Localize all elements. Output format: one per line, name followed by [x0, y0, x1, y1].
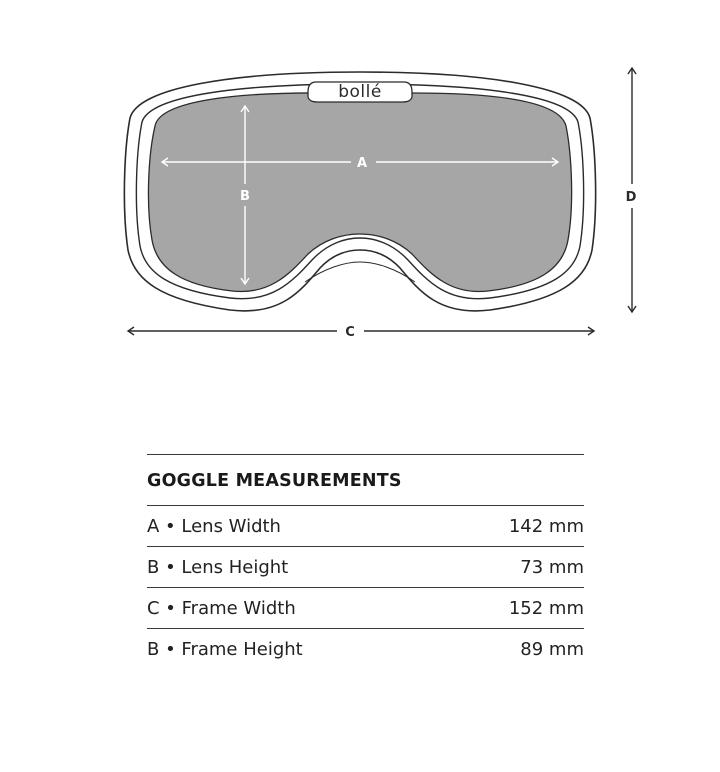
measurements-table: [147, 454, 584, 669]
table-row: [147, 547, 584, 588]
dimension-a-label: A: [356, 156, 368, 171]
row-label: B • Frame Height: [147, 638, 303, 660]
dimension-c-label: C: [345, 325, 355, 340]
table-row: [147, 588, 584, 629]
goggle-diagram: [0, 0, 720, 360]
dimension-b-label: B: [240, 189, 250, 204]
row-value: 152 mm: [508, 597, 584, 619]
brand-logo: bollé: [338, 82, 382, 102]
row-label: A • Lens Width: [147, 515, 281, 537]
row-label: C • Frame Width: [147, 597, 296, 619]
table-row: [147, 629, 584, 669]
row-value: 142 mm: [508, 515, 584, 537]
row-value: 89 mm: [520, 638, 584, 660]
dimension-d-label: D: [625, 190, 637, 205]
table-row: [147, 506, 584, 547]
row-value: 73 mm: [520, 556, 584, 578]
row-label: B • Lens Height: [147, 556, 289, 578]
table-title: GOGGLE MEASUREMENTS: [147, 455, 584, 506]
